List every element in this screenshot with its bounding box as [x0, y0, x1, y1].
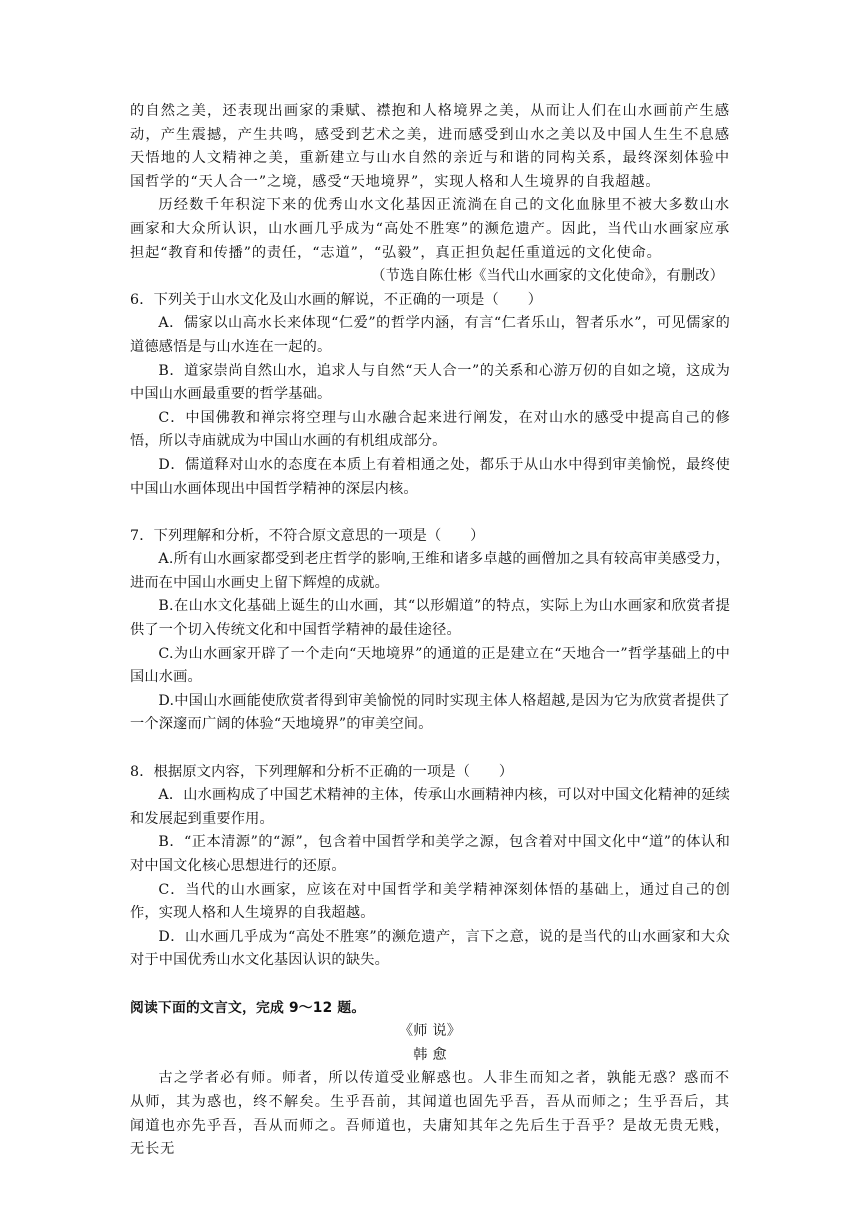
spacer [130, 973, 730, 997]
section-heading: 阅读下面的文言文，完成 9～12 题。 [130, 999, 366, 1016]
question-6-option-c: C．中国佛教和禅宗将空理与山水融合起来进行阐发，在对山水的感受中提高自己的修悟，所以寺庙就成为中国山水画的有机组成部分。 [130, 409, 730, 450]
question-8-option-c: C．当代的山水画家，应该在对中国哲学和美学精神深刻体悟的基础上，通过自己的创作，实现人格和人生境界的自我超越。 [130, 881, 730, 922]
question-6-option-d: D．儒道释对山水的态度在本质上有着相通之处，都乐于从山水中得到审美愉悦，最终使中国山水画体现出中国哲学精神的深层内核。 [130, 456, 730, 497]
text-author: 韩 愈 [413, 1046, 447, 1063]
text-title: 《师 说》 [398, 1023, 462, 1040]
question-7-stem: 7．下列理解和分析，不符合原文意思的一项是（ ） [130, 527, 485, 544]
passage-paragraph-2: 历经数千年积淀下来的优秀山水文化基因正流淌在自己的文化血脉里不被大多数山水画家和大众所认识，山水画几乎成为“高处不胜寒”的濒危遗产。因此，当代山水画家应承担起“教育和传播”的责任，“志道”，“弘毅”，真正担负起任重道远的文化使命。 [130, 197, 730, 261]
question-7-option-c: C.为山水画家开辟了一个走向“天地境界”的通道的正是建立在“天地合一”哲学基础上的中国山水画。 [130, 645, 730, 686]
spacer [130, 737, 730, 761]
question-6-option-a: A．儒家以山高水长来体现“仁爱”的哲学内涵，有言“仁者乐山，智者乐水”，可见儒家的道德感悟是与山水连在一起的。 [130, 315, 730, 355]
question-8-option-b: B．“正本清源”的“源”，包含着中国哲学和美学之源，包含着对中国文化中“道”的体认和对中国文化核心思想进行的还原。 [130, 834, 730, 874]
passage-paragraph-1: 的自然之美，还表现出画家的秉赋、襟抱和人格境界之美，从而让人们在山水画前产生感动，产生震撼，产生共鸣，感受到艺术之美，进而感受到山水之美以及中国人生生不息感天悟地的人文精神之美，重新建立与山水自然的亲近与和谐的同构关系，最终深刻体验中国哲学的“天人合一”之境，感受“天地境界”，实现人格和人生境界的自我超越。 [130, 103, 730, 190]
question-7-option-a: A.所有山水画家都受到老庄哲学的影响,王维和诸多卓越的画僧加之具有较高审美感受力，进而在中国山水画史上留下辉煌的成就。 [130, 551, 730, 591]
document-page [130, 100, 730, 1162]
question-6-option-b: B．道家崇尚自然山水，追求人与自然“天人合一”的关系和心游万仞的自如之境，这成为中国山水画最重要的哲学基础。 [130, 362, 730, 403]
question-8-option-d: D．山水画几乎成为“高处不胜寒”的濒危遗产，言下之意，说的是当代的山水画家和大众对于中国优秀山水文化基因认识的缺失。 [130, 928, 730, 969]
passage-source: （节选自陈仕彬《当代山水画家的文化使命》，有删改） [371, 268, 724, 285]
question-8-stem: 8．根据原文内容，下列理解和分析不正确的一项是（ ） [130, 763, 514, 780]
question-7-option-b: B.在山水文化基础上诞生的山水画，其“以形媚道”的特点，实际上为山水画家和欣赏者提供了一个切入传统文化和中国哲学精神的最佳途径。 [130, 598, 730, 639]
question-8-option-a: A．山水画构成了中国艺术精神的主体，传承山水画精神内核，可以对中国文化精神的延续和发展起到重要作用。 [130, 787, 730, 827]
question-7-option-d: D.中国山水画能使欣赏者得到审美愉悦的同时实现主体人格超越,是因为它为欣赏者提供了一个深邃而广阔的体验“天地境界”的审美空间。 [130, 692, 730, 733]
spacer [130, 501, 730, 525]
classical-text: 古之学者必有师。师者，所以传道受业解惑也。人非生而知之者，孰能无惑？惑而不从师，其为惑也，终不解矣。生乎吾前，其闻道也固先乎吾，吾从而师之；生乎吾后，其闻道也亦先乎吾，吾从而师之。吾师道也，夫庸知其年之先后生于吾乎？是故无贵无贱，无长无 [130, 1070, 730, 1158]
question-6-stem: 6．下列关于山水文化及山水画的解说，不正确的一项是（ ） [130, 291, 543, 308]
